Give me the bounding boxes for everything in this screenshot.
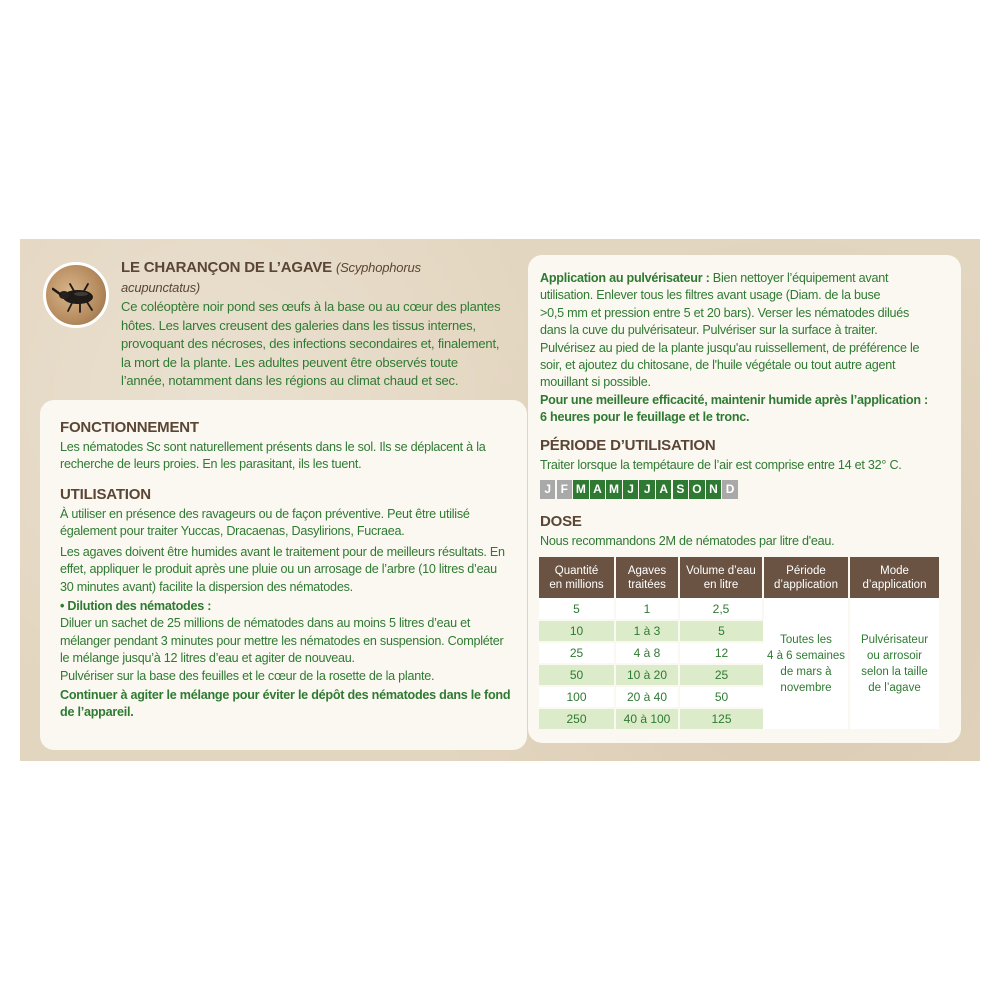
text-line: 6 heures pour le feuillage et le tronc.: [540, 410, 750, 425]
table-cell: 1 à 3: [615, 620, 679, 642]
table-cell: 20 à 40: [615, 686, 679, 708]
month-july: J: [639, 480, 654, 499]
text-line: recherche de leurs proies. En les parasitant, ils les tuent.: [60, 457, 362, 472]
utilisation-paragraph-2: [60, 544, 522, 596]
column-header-agaves: [615, 557, 679, 598]
text-line: >0,5 mm et pression entre 5 et 20 bars). Verser les nématodes dilués: [540, 305, 910, 320]
weevil-line: hôtes. Les larves creusent des galeries dans les tissus internes,: [121, 317, 476, 333]
cell-text: Volume d’eau en litre: [686, 564, 756, 591]
table-cell: 12: [679, 642, 763, 664]
month-december: D: [722, 480, 737, 499]
table-cell: 25: [679, 664, 763, 686]
application-title: Application au pulvérisateur :: [540, 271, 710, 285]
periode-title: PÉRIODE D’UTILISATION: [540, 437, 716, 454]
text-line: dans la cuve du pulvérisateur. Pulvériser sur la surface à traiter.: [540, 323, 878, 338]
month-april: A: [590, 480, 605, 499]
table-cell: 5: [539, 598, 615, 620]
text-line: Pulvérisez au pied de la plante jusqu'au ruissellement, de préférence le: [540, 340, 920, 355]
table-cell: 50: [539, 664, 615, 686]
periode-text: Traiter lorsque la tempétaure de l’air est comprise entre 14 et 32° C.: [540, 458, 902, 472]
text-line: également pour traiter Yuccas, Dracaenas, Dasylirions, Fucraea.: [60, 524, 405, 539]
text-line: Les nématodes Sc sont naturellement présents dans le sol. Ils se déplacent à la: [60, 440, 486, 454]
column-header-mode: [849, 557, 939, 598]
dose-table: [539, 557, 939, 731]
text-line: de l’appareil.: [60, 705, 134, 720]
dilution-text: [60, 615, 522, 685]
weevil-line: provoquant des nécroses, des infections secondaires et, finalement,: [121, 336, 500, 351]
column-header-periode: [763, 557, 849, 598]
periode-section: [540, 436, 938, 474]
text-line: mouillant si possible.: [540, 375, 651, 390]
table-cell: 2,5: [679, 598, 763, 620]
utilisation-paragraph-1: [60, 506, 522, 541]
table-cell: 25: [539, 642, 615, 664]
text-line: Les agaves doivent être humides avant le traitement pour de meilleurs résultats. En: [60, 544, 505, 559]
weevil-line: l’année, notamment dans les régions au climat chaud et sec.: [121, 373, 459, 388]
agitation-warning: [60, 687, 522, 722]
weevil-title-text: LE CHARANÇON DE L’AGAVE: [121, 259, 332, 276]
weevil-title: [121, 258, 501, 298]
cell-text: Agaves traitées: [627, 564, 667, 591]
month-october: O: [689, 480, 704, 499]
month-february: F: [557, 480, 572, 499]
application-first-line: Bien nettoyer l’équipement avant: [709, 271, 889, 285]
column-header-volume: [679, 557, 763, 598]
month-august: A: [656, 480, 671, 499]
text-line: Pour une meilleure efficacité, maintenir humide après l’application :: [540, 392, 928, 407]
weevil-line: Ce coléoptère noir pond ses œufs à la base ou au cœur des plantes: [121, 299, 501, 314]
table-cell: 250: [539, 708, 615, 730]
fonctionnement-section: [60, 418, 522, 474]
table-cell: 125: [679, 708, 763, 730]
table-cell: 10: [539, 620, 615, 642]
weevil-scientific-name: (Scyphophorus acupunctatus): [121, 260, 421, 295]
dilution-title: • Dilution des nématodes :: [60, 599, 212, 614]
text-line: Continuer à agiter le mélange pour éviter le dépôt des nématodes dans le fond: [60, 688, 511, 703]
text-line: [540, 270, 938, 287]
month-may: M: [606, 480, 621, 499]
table-cell: 40 à 100: [615, 708, 679, 730]
application-humidity-note: [540, 392, 938, 427]
text-line: effet, appliquer le produit après une pluie ou un arrosage de l’arbre (10 litres d’eau: [60, 562, 497, 577]
column-header-quantite: [539, 557, 615, 598]
cell-text: Toutes les 4 à 6 semaines de mars à novembre: [767, 633, 845, 694]
text-line: 30 minutes avant) facilite la dispersion des nématodes.: [60, 579, 353, 594]
month-november: N: [706, 480, 721, 499]
cell-text: Quantité en millions: [549, 564, 604, 591]
text-line: le mélange jusqu’à 12 litres d’eau et agiter de nouveau.: [60, 651, 355, 666]
table-header-row: [539, 557, 939, 598]
weevil-icon: [52, 279, 106, 313]
dose-title: DOSE: [540, 513, 582, 530]
table-cell: 1: [615, 598, 679, 620]
table-row: [539, 598, 939, 620]
table-cell: 5: [679, 620, 763, 642]
periode-application-cell: [763, 598, 849, 730]
month-calendar: [540, 480, 739, 499]
weevil-photo: [43, 262, 109, 328]
fonctionnement-title: FONCTIONNEMENT: [60, 419, 199, 436]
dose-section: [540, 512, 938, 550]
weevil-description: [121, 298, 501, 391]
fonctionnement-text: [60, 439, 522, 474]
cell-text: Période d’application: [774, 564, 838, 591]
application-section: [540, 270, 938, 427]
text-line: utilisation. Enlever tous les filtres avant usage (Diam. de la buse: [540, 288, 881, 303]
weevil-line: la mort de la plante. Les adultes peuvent être observés toute: [121, 354, 458, 370]
cell-text: Mode d’application: [862, 564, 927, 591]
table-cell: 50: [679, 686, 763, 708]
text-line: Diluer un sachet de 25 millions de nématodes dans au moins 5 litres d’eau et: [60, 616, 471, 631]
table-cell: 100: [539, 686, 615, 708]
weevil-section: [121, 258, 501, 391]
application-text: [540, 270, 938, 392]
month-june: J: [623, 480, 638, 499]
month-september: S: [673, 480, 688, 499]
mode-application-cell: [849, 598, 939, 730]
month-january: J: [540, 480, 555, 499]
table-cell: 10 à 20: [615, 664, 679, 686]
utilisation-section: [60, 485, 522, 722]
text-line: À utiliser en présence des ravageurs ou de façon préventive. Peut être utilisé: [60, 507, 470, 521]
month-march: M: [573, 480, 588, 499]
dose-text: Nous recommandons 2M de nématodes par litre d'eau.: [540, 534, 835, 548]
utilisation-title: UTILISATION: [60, 486, 151, 503]
table-cell: 4 à 8: [615, 642, 679, 664]
text-line: Pulvériser sur la base des feuilles et le cœur de la rosette de la plante.: [60, 668, 435, 683]
cell-text: Pulvérisateur ou arrosoir selon la taille de l’agave: [860, 633, 929, 694]
text-line: soir, et ajoutez du chitosane, de l'huile végétale ou tout autre agent: [540, 358, 896, 373]
text-line: mélanger pendant 3 minutes pour mettre les nématodes en suspension. Compléter: [60, 633, 504, 648]
